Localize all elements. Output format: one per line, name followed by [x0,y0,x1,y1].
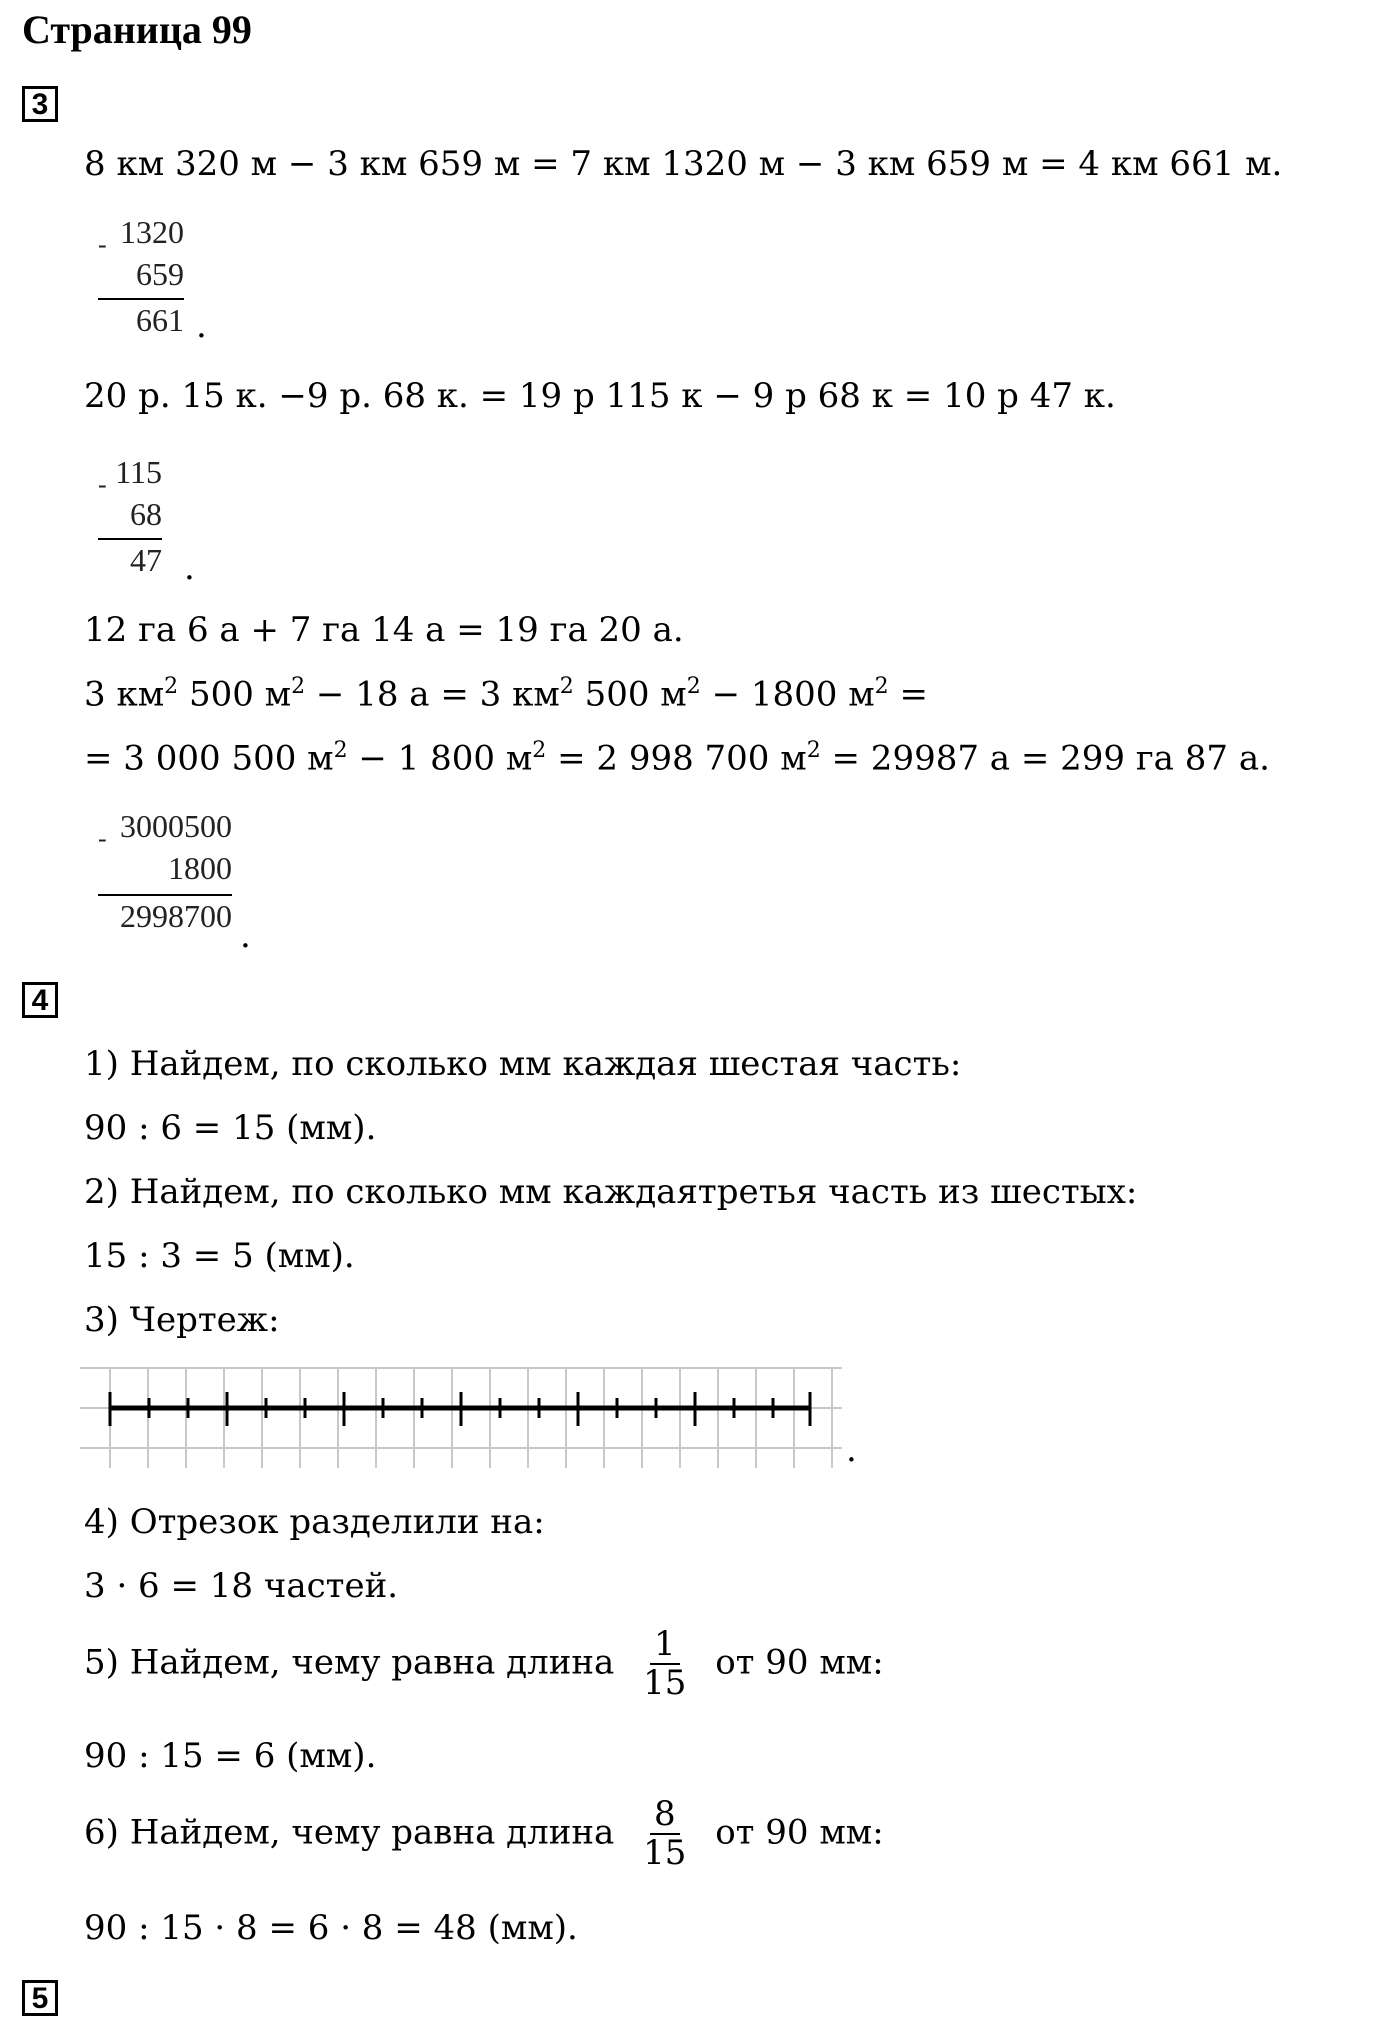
text-part: 500 м [178,674,292,715]
text-part: = 29987 а = 299 га 87 а. [820,738,1270,779]
column-bar [98,894,232,896]
task-number-3: 3 [22,86,58,122]
minuend: 3000500 [120,808,232,844]
task4-step6-calc: 90 : 15 · 8 = 6 · 8 = 48 (мм). [84,1908,578,1948]
difference: 2998700 [120,898,232,934]
column-subtraction-1 [98,214,184,344]
task3-line4 [84,674,928,714]
text-part: − 1 800 м [347,738,533,779]
minuend: 1320 [120,214,184,250]
task3-line2: 20 р. 15 к. −9 р. 68 к. = 19 р 115 к − 9 р 68 к = 10 р 47 к. [84,376,1116,416]
minus-sign: - [98,470,107,499]
column-subtraction-2 [98,454,162,584]
text-part: 500 м [573,674,687,715]
text-part: от 90 мм: [715,1642,884,1683]
task4-step5-calc: 90 : 15 = 6 (мм). [84,1736,377,1776]
task4-step4: 4) Отрезок разделили на: [84,1502,545,1542]
task3-line3: 12 га 6 а + 7 га 14 а = 19 га 20 а. [84,610,684,650]
text-part: 6) Найдем, чему равна длина [84,1812,615,1853]
text-part: − 1800 м [700,674,875,715]
text-part: = [888,674,928,715]
task4-step3: 3) Чертеж: [84,1300,280,1340]
task-number-4: 4 [22,982,58,1018]
exponent: 2 [164,674,179,699]
column-bar [98,298,184,300]
text-part: = 3 000 500 м [84,738,334,779]
text-part: 3 км [84,674,165,715]
difference: 661 [136,302,184,338]
numerator: 1 [650,1626,680,1665]
exponent: 2 [333,738,348,763]
period: . [184,548,195,588]
subtrahend: 68 [130,496,162,532]
period: . [196,306,207,346]
text-part: от 90 мм: [715,1812,884,1853]
task4-step2-calc: 15 : 3 = 5 (мм). [84,1236,355,1276]
exponent: 2 [686,674,701,699]
column-subtraction-3 [98,808,232,938]
exponent: 2 [291,674,306,699]
exponent: 2 [559,674,574,699]
task4-step6 [84,1796,884,1873]
text-part: = 2 998 700 м [546,738,807,779]
column-bar [98,538,162,540]
page-title: Страница 99 [22,7,252,52]
task3-line1: 8 км 320 м − 3 км 659 м = 7 км 1320 м − 3 км 659 м = 4 км 661 м. [84,144,1283,184]
task4-step2: 2) Найдем, по сколько мм каждаятретья часть из шестых: [84,1172,1138,1212]
task-number-5: 5 [22,1980,58,2016]
task4-step1-calc: 90 : 6 = 15 (мм). [84,1108,377,1148]
difference: 47 [130,542,162,578]
fraction [639,1796,690,1873]
minus-sign: - [98,230,107,259]
subtrahend: 659 [136,256,184,292]
minus-sign: - [98,824,107,853]
task3-line5 [84,738,1270,778]
text-part: − 18 а = 3 км [305,674,560,715]
exponent: 2 [806,738,821,763]
fraction [639,1626,690,1703]
denominator: 15 [643,1663,687,1704]
minuend: 115 [115,454,162,490]
task4-step4-calc: 3 · 6 = 18 частей. [84,1566,399,1606]
task4-step1: 1) Найдем, по сколько мм каждая шестая часть: [84,1044,962,1084]
text-part: 5) Найдем, чему равна длина [84,1642,615,1683]
subtrahend: 1800 [168,850,232,886]
period: . [846,1430,857,1470]
exponent: 2 [532,738,547,763]
numerator: 8 [650,1796,680,1835]
exponent: 2 [874,674,889,699]
denominator: 15 [643,1833,687,1874]
segment-drawing [80,1364,852,1474]
task4-step5 [84,1626,884,1703]
period: . [240,916,251,956]
